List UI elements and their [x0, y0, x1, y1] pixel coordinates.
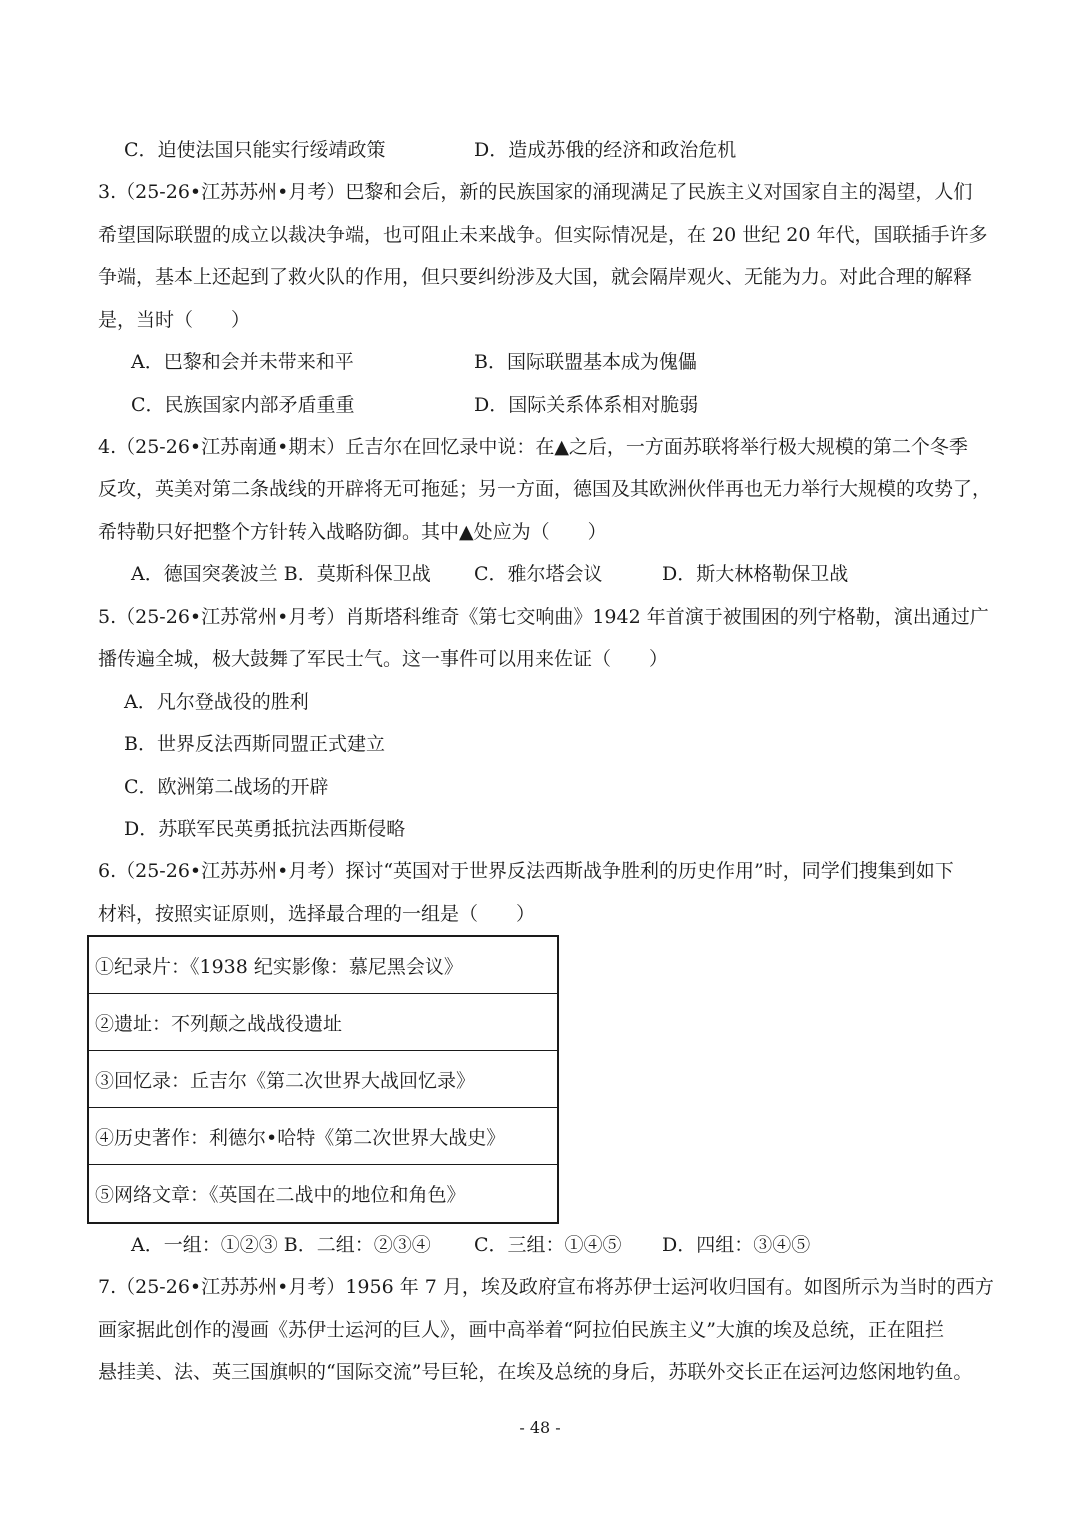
q6-material-text: ②遗址：不列颠之战战役遗址 — [95, 1012, 343, 1035]
q6-materials-table — [87, 935, 559, 1224]
q3-option-d: D．国际关系体系相对脆弱 — [474, 394, 699, 416]
q7-stem-line-1: 7.（25-26•江苏苏州•月考）1956 年 7 月，埃及政府宣布将苏伊士运河收归国有。如图所示为当时的西方 — [98, 1276, 994, 1298]
q6-option-d: D．四组：③④⑤ — [662, 1234, 811, 1256]
q6-material-row — [89, 1108, 557, 1165]
q4-option-d: D．斯大林格勒保卫战 — [662, 563, 849, 585]
q4-stem-line-1: 4.（25-26•江苏南通•期末）丘吉尔在回忆录中说：在▲之后，一方面苏联将举行极大规模的第二个冬季 — [98, 436, 968, 458]
q6-material-row — [89, 937, 557, 994]
q3-stem-line-3: 争端，基本上还起到了救火队的作用，但只要纠纷涉及大国，就会隔岸观火、无能为力。对此合理的解释 — [98, 266, 973, 288]
page-number: - 48 - — [519, 1418, 561, 1437]
q5-option-b: B．世界反法西斯同盟正式建立 — [124, 733, 385, 755]
q6-material-text: ④历史著作：利德尔•哈特《第二次世界大战史》 — [95, 1126, 506, 1149]
q3-option-c: C．民族国家内部矛盾重重 — [131, 394, 355, 416]
q5-option-c: C．欧洲第二战场的开辟 — [124, 776, 329, 798]
q4-option-ab: A．德国突袭波兰 B．莫斯科保卫战 — [131, 563, 431, 585]
q4-stem-line-3: 希特勒只好把整个方针转入战略防御。其中▲处应为（ ） — [98, 521, 607, 543]
q5-option-d: D．苏联军民英勇抵抗法西斯侵略 — [124, 818, 406, 840]
q3-stem-line-4: 是，当时（ ） — [98, 309, 251, 331]
q6-material-row — [89, 1165, 557, 1222]
q3-stem-line-1: 3.（25-26•江苏苏州•月考）巴黎和会后，新的民族国家的涌现满足了民族主义对国家自主的渴望，人们 — [98, 181, 973, 203]
q2-option-c: C．迫使法国只能实行绥靖政策 — [124, 139, 386, 161]
q6-material-row — [89, 1051, 557, 1108]
q6-material-text: ①纪录片：《1938 纪实影像：慕尼黑会议》 — [95, 955, 463, 978]
q6-option-c: C．三组：①④⑤ — [474, 1234, 622, 1256]
q4-stem-line-2: 反攻，英美对第二条战线的开辟将无可拖延；另一方面，德国及其欧洲伙伴再也无力举行大规模的攻势了， — [98, 478, 992, 500]
q6-option-ab: A．一组：①②③ B．二组：②③④ — [131, 1234, 431, 1256]
q7-stem-line-3: 悬挂美、法、英三国旗帜的“国际交流”号巨轮，在埃及总统的身后，苏联外交长正在运河边悠闲地钓鱼。 — [98, 1361, 973, 1383]
q2-option-d: D．造成苏俄的经济和政治危机 — [474, 139, 737, 161]
q5-stem-line-1: 5.（25-26•江苏常州•月考）肖斯塔科维奇《第七交响曲》1942 年首演于被围困的列宁格勒，演出通过广 — [98, 606, 989, 628]
q4-option-c: C．雅尔塔会议 — [474, 563, 603, 585]
q5-option-a: A．凡尔登战役的胜利 — [124, 691, 309, 713]
q6-stem-line-1: 6.（25-26•江苏苏州•月考）探讨“英国对于世界反法西斯战争胜利的历史作用”时，同学们搜集到如下 — [98, 860, 954, 882]
q5-stem-line-2: 播传遍全城，极大鼓舞了军民士气。这一事件可以用来佐证（ ） — [98, 648, 669, 670]
q6-material-text: ③回忆录：丘吉尔《第二次世界大战回忆录》 — [95, 1069, 476, 1092]
q6-material-text: ⑤网络文章：《英国在二战中的地位和角色》 — [95, 1184, 466, 1206]
q3-stem-line-2: 希望国际联盟的成立以裁决争端，也可阻止未来战争。但实际情况是，在 20 世纪 20 年代，国联插手许多 — [98, 224, 988, 246]
q3-option-a: A．巴黎和会并未带来和平 — [131, 351, 354, 373]
q6-stem-line-2: 材料，按照实证原则，选择最合理的一组是（ ） — [98, 903, 536, 925]
q3-option-b: B．国际联盟基本成为傀儡 — [474, 351, 697, 373]
q6-material-row — [89, 994, 557, 1051]
q7-stem-line-2: 画家据此创作的漫画《苏伊士运河的巨人》，画中高举着“阿拉伯民族主义”大旗的埃及总统，正在阻拦 — [98, 1319, 944, 1341]
